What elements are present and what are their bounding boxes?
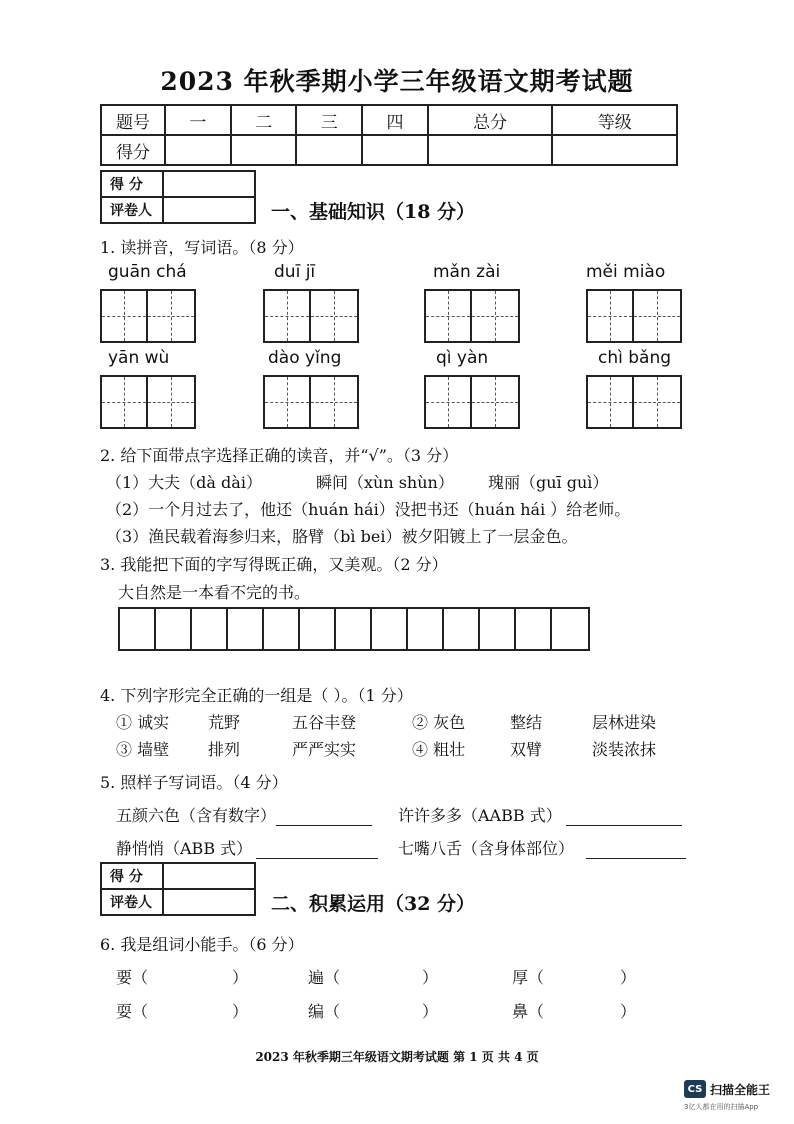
q4-option: ① 诚实 bbox=[116, 713, 170, 732]
score-input-cell[interactable] bbox=[552, 135, 677, 165]
q2-title: 2. 给下面带点字选择正确的读音，并“√”。（3 分） bbox=[100, 446, 459, 465]
q5-prompt: 七嘴八舌（含身体部位） bbox=[398, 839, 575, 858]
tianzige-box[interactable] bbox=[586, 375, 682, 429]
score-header-cell: 二 bbox=[231, 105, 297, 135]
scanner-tagline: 3亿人都在用的扫描App bbox=[684, 1103, 759, 1111]
q4-option-word: 双臂 bbox=[510, 740, 543, 759]
q6-paren: ） bbox=[232, 968, 249, 987]
tianzige-box[interactable] bbox=[424, 289, 520, 343]
q6-char: 遍（ bbox=[308, 968, 341, 987]
tianzige-box[interactable] bbox=[586, 289, 682, 343]
q2-line-1a: （1）大夫（dà dài） bbox=[106, 473, 262, 492]
pinyin-1: guān chá bbox=[108, 262, 187, 282]
q6-paren: ） bbox=[422, 968, 439, 987]
q2-line-2: （2）一个月过去了，他还（huán hái）没把书还（huán hái ）给老师。 bbox=[106, 500, 631, 519]
pinyin-7: qì yàn bbox=[436, 348, 489, 368]
q4-option-word: 整结 bbox=[510, 713, 543, 732]
q4-option: ② 灰色 bbox=[412, 713, 466, 732]
answer-blank[interactable] bbox=[586, 858, 686, 859]
q4-option: ④ 粗壮 bbox=[412, 740, 466, 759]
score-header-cell: 等级 bbox=[552, 105, 677, 135]
grader-score-cell[interactable] bbox=[163, 171, 255, 197]
q1-title: 1. 读拼音，写词语。（8 分） bbox=[100, 238, 304, 257]
scanner-logo bbox=[684, 1080, 770, 1098]
pinyin-4: měi miào bbox=[586, 262, 666, 282]
q6-char: 要（ bbox=[116, 968, 149, 987]
page-title: 2023 年秋季期小学三年级语文期考试题 bbox=[160, 67, 634, 96]
score-input-cell[interactable] bbox=[231, 135, 297, 165]
score-table bbox=[100, 104, 678, 166]
q6-paren: ） bbox=[620, 968, 637, 987]
grader-box-2 bbox=[100, 862, 256, 916]
tianzige-box[interactable] bbox=[100, 289, 196, 343]
q2-line-3: （3）渔民载着海参归来，胳臂（bì bei）被夕阳镀上了一层金色。 bbox=[106, 527, 578, 546]
q5-prompt: 五颜六色（含有数字） bbox=[116, 806, 277, 825]
q2-line-1b: 瞬间（xùn shùn） bbox=[316, 473, 454, 492]
grader-box-1 bbox=[100, 170, 256, 224]
q4-option: ③ 墙壁 bbox=[116, 740, 170, 759]
q5-item-a bbox=[116, 803, 372, 826]
answer-blank[interactable] bbox=[256, 858, 378, 859]
q5-prompt: 许许多多（AABB 式） bbox=[398, 806, 562, 825]
score-header-cell: 题号 bbox=[101, 105, 165, 135]
pinyin-3: mǎn zài bbox=[433, 262, 501, 282]
writing-box-row[interactable] bbox=[118, 607, 590, 651]
q6-char: 编（ bbox=[308, 1002, 341, 1021]
answer-blank[interactable] bbox=[566, 825, 682, 826]
score-header-cell: 总分 bbox=[428, 105, 553, 135]
score-input-cell[interactable] bbox=[428, 135, 553, 165]
answer-blank[interactable] bbox=[276, 825, 372, 826]
q4-option-word: 排列 bbox=[208, 740, 241, 759]
q4-option-word: 严严实实 bbox=[292, 740, 357, 759]
q5-item-c bbox=[116, 836, 378, 859]
page-footer: 2023 年秋季期三年级语文期考试题 第 1 页 共 4 页 bbox=[255, 1050, 539, 1064]
tianzige-box[interactable] bbox=[424, 375, 520, 429]
grader-score-cell[interactable] bbox=[163, 863, 255, 889]
q6-paren: ） bbox=[620, 1002, 637, 1021]
q6-title: 6. 我是组词小能手。（6 分） bbox=[100, 935, 304, 954]
q4-option-word: 层林进染 bbox=[592, 713, 657, 732]
score-header-cell: 三 bbox=[296, 105, 362, 135]
score-header-cell: 四 bbox=[362, 105, 428, 135]
q4-option-word: 五谷丰登 bbox=[292, 713, 357, 732]
pinyin-8: chì bǎng bbox=[598, 348, 672, 368]
score-row-label: 得分 bbox=[101, 135, 165, 165]
grader-reviewer-label: 评卷人 bbox=[101, 197, 163, 223]
q5-prompt: 静悄悄（ABB 式） bbox=[116, 839, 253, 858]
section-title-2: 二、积累运用（32 分） bbox=[271, 893, 476, 915]
q4-title: 4. 下列字形完全正确的一组是（ ）。（1 分） bbox=[100, 686, 413, 705]
tianzige-box[interactable] bbox=[263, 375, 359, 429]
tianzige-box[interactable] bbox=[100, 375, 196, 429]
grader-reviewer-cell[interactable] bbox=[163, 197, 255, 223]
grader-score-label: 得 分 bbox=[101, 171, 163, 197]
score-header-cell: 一 bbox=[165, 105, 231, 135]
q5-item-b bbox=[398, 803, 682, 826]
q3-sentence: 大自然是一本看不完的书。 bbox=[118, 583, 311, 602]
q6-paren: ） bbox=[422, 1002, 439, 1021]
pinyin-6: dào yǐng bbox=[268, 348, 342, 368]
scanner-name: 扫描全能王 bbox=[710, 1082, 771, 1097]
grader-score-label: 得 分 bbox=[101, 863, 163, 889]
q6-paren: ） bbox=[232, 1002, 249, 1021]
section-title-1: 一、基础知识（18 分） bbox=[271, 201, 476, 223]
q3-title: 3. 我能把下面的字写得既正确，又美观。（2 分） bbox=[100, 555, 448, 574]
pinyin-2: duī jī bbox=[274, 262, 316, 282]
pinyin-5: yān wù bbox=[108, 348, 170, 368]
score-input-cell[interactable] bbox=[165, 135, 231, 165]
q4-option-word: 荒野 bbox=[208, 713, 241, 732]
grader-reviewer-label: 评卷人 bbox=[101, 889, 163, 915]
q5-item-d bbox=[398, 836, 686, 859]
score-input-cell[interactable] bbox=[362, 135, 428, 165]
q6-char: 耍（ bbox=[116, 1002, 149, 1021]
score-input-cell[interactable] bbox=[296, 135, 362, 165]
q4-option-word: 淡装浓抹 bbox=[592, 740, 657, 759]
q6-char: 厚（ bbox=[512, 968, 545, 987]
grader-reviewer-cell[interactable] bbox=[163, 889, 255, 915]
q2-line-1c: 瑰丽（guī guì） bbox=[488, 473, 609, 492]
tianzige-box[interactable] bbox=[263, 289, 359, 343]
q5-title: 5. 照样子写词语。（4 分） bbox=[100, 773, 288, 792]
q6-char: 鼻（ bbox=[512, 1002, 545, 1021]
camscanner-icon: CS bbox=[684, 1080, 706, 1098]
